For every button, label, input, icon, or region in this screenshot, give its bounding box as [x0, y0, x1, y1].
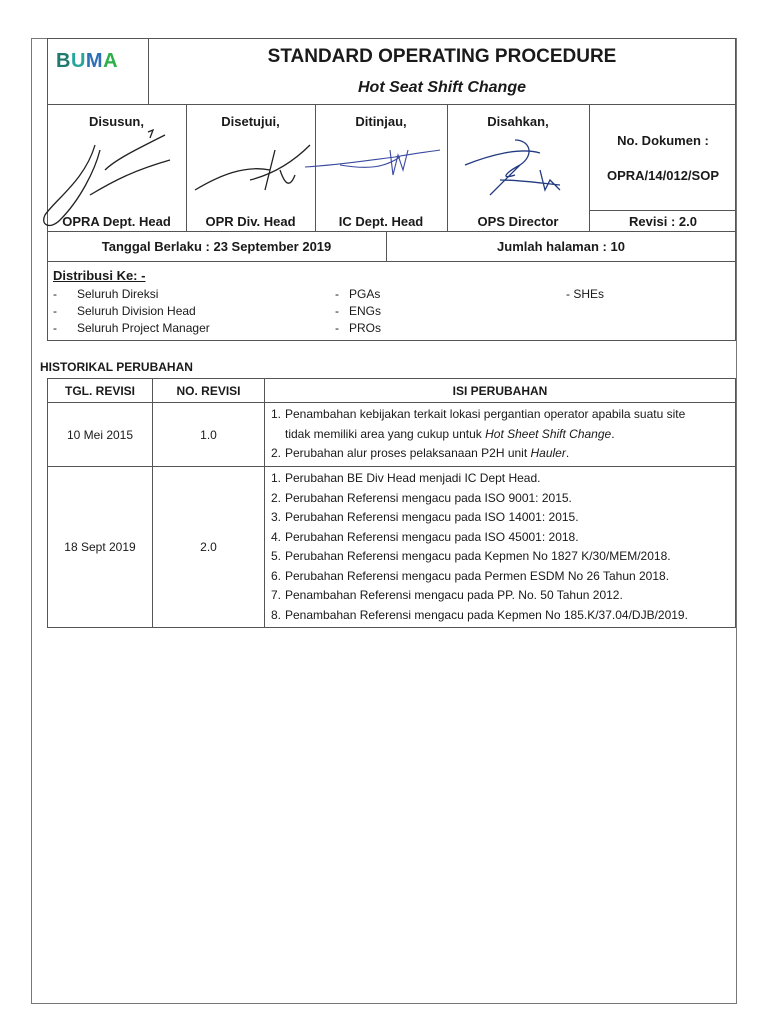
list-item: 5. Perubahan Referensi mengacu pada Kepmen No 1827 K/30/MEM/2018. [271, 549, 671, 563]
revision-number: Revisi : 2.0 [629, 214, 697, 229]
approval-role-2: Ditinjau, [355, 114, 407, 129]
list-item: tidak memiliki area yang cukup untuk Hot Sheet Shift Change. [285, 426, 615, 441]
list-item: 1. Perubahan BE Div Head menjadi IC Dept Head. [271, 471, 541, 485]
distribution-item: Seluruh Project Manager [77, 321, 210, 335]
distribution-item: ENGs [349, 304, 382, 318]
distribution-item: - SHEs [566, 287, 605, 301]
revision-date: 10 Mei 2015 [48, 403, 153, 467]
distribution-dash: - [335, 287, 339, 301]
list-item: 7. Penambahan Referensi mengacu pada PP. No. 50 Tahun 2012. [271, 588, 623, 602]
page-subtitle: Hot Seat Shift Change [357, 79, 526, 96]
list-item: 3. Perubahan Referensi mengacu pada ISO 14001: 2015. [271, 510, 579, 524]
page-count: Jumlah halaman : 10 [497, 239, 625, 254]
approval-position-1: OPR Div. Head [205, 214, 296, 229]
page-title: STANDARD OPERATING PROCEDURE [267, 46, 617, 67]
revision-changes [265, 403, 736, 467]
approval-position-0: OPRA Dept. Head [62, 214, 171, 229]
revision-number-cell: 2.0 [153, 467, 265, 628]
effective-date: Tanggal Berlaku : 23 September 2019 [101, 239, 332, 254]
approval-position-2: IC Dept. Head [338, 214, 424, 229]
revision-number-cell: 1.0 [153, 403, 265, 467]
column-header: TGL. REVISI [48, 379, 153, 403]
approval-position-3: OPS Director [477, 214, 559, 229]
column-header: NO. REVISI [153, 379, 265, 403]
distribution-item: Seluruh Division Head [77, 304, 196, 318]
distribution-dash: - [53, 321, 57, 335]
distribution-item: Seluruh Direksi [77, 287, 159, 301]
revision-date: 18 Sept 2019 [48, 467, 153, 628]
history-title: HISTORIKAL PERUBAHAN [40, 360, 193, 374]
document-number-label: No. Dokumen : [617, 133, 709, 148]
list-item: 6. Perubahan Referensi mengacu pada Permen ESDM No 26 Tahun 2018. [271, 568, 670, 583]
approval-role-1: Disetujui, [221, 114, 280, 129]
table-row [48, 467, 736, 628]
signature-ic-dept-head [300, 145, 450, 190]
approval-role-3: Disahkan, [487, 114, 549, 129]
distribution-dash: - [335, 304, 339, 318]
distribution-dash: - [335, 321, 339, 335]
table-header-row [48, 379, 736, 403]
list-item: 4. Perubahan Referensi mengacu pada ISO 45001: 2018. [271, 529, 579, 544]
distribution-title: Distribusi Ke: - [53, 268, 146, 283]
document-number-value: OPRA/14/012/SOP [607, 168, 719, 183]
distribution-item: PGAs [349, 287, 381, 301]
history-table [47, 378, 736, 628]
logo-text: BUMA [56, 50, 119, 72]
list-item: 8. Penambahan Referensi mengacu pada Kepmen No 185.K/37.04/DJB/2019. [271, 607, 688, 622]
company-logo [56, 50, 118, 73]
distribution-item: PROs [349, 321, 382, 335]
distribution-dash: - [53, 287, 57, 301]
list-item: 2. Perubahan alur proses pelaksanaan P2H unit Hauler. [271, 446, 570, 461]
list-item: 2. Perubahan Referensi mengacu pada ISO 9001: 2015. [271, 490, 572, 505]
revision-changes [265, 467, 736, 628]
distribution-dash: - [53, 304, 57, 318]
approval-role-0: Disusun, [89, 114, 144, 129]
table-row [48, 403, 736, 467]
signature-opra-dept-head [35, 120, 185, 230]
signature-ops-director [460, 135, 580, 210]
column-header: ISI PERUBAHAN [265, 379, 736, 403]
list-item: 1. Penambahan kebijakan terkait lokasi pergantian operator apabila suatu site [271, 407, 686, 422]
